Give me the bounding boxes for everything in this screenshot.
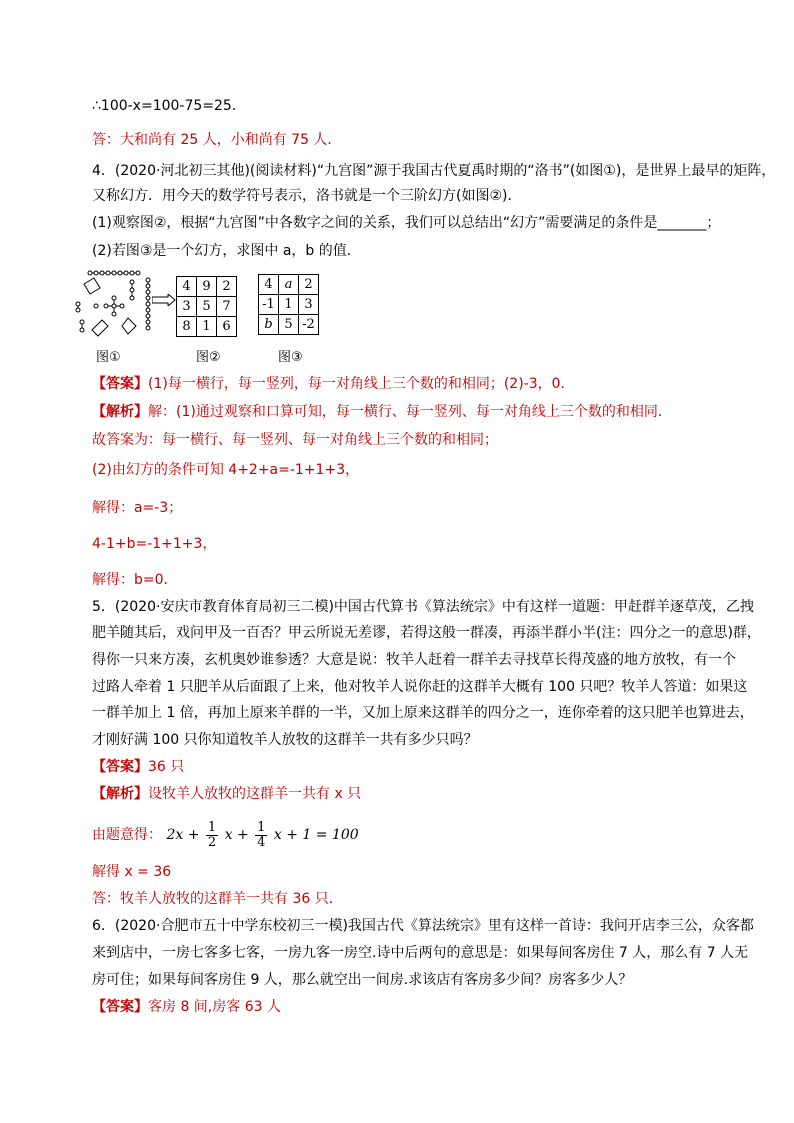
- q5-final: 答：牧羊人放牧的这群羊一共有 36 只．: [92, 891, 343, 907]
- q4-analysis: [92, 402, 672, 422]
- analysis-tag: 【解析】: [92, 786, 148, 802]
- cell: -1: [259, 295, 279, 315]
- cell: -2: [299, 315, 319, 335]
- equation-term: x +: [224, 827, 249, 843]
- q4-sol-2: (2)由幻方的条件可知 4+2+a=-1+1+3，: [92, 462, 360, 478]
- q4-sol-5: 解得：b=0．: [92, 572, 178, 588]
- answer-text: (1)每一横行，每一竖列，每一对角线上三个数的和相同；(2)-3，0．: [148, 376, 575, 392]
- equation-label: 由题意得：: [92, 827, 162, 843]
- cell: 8: [177, 317, 197, 337]
- cell: 6: [217, 317, 237, 337]
- figure-caption-2: 图②: [196, 350, 221, 365]
- q5-line-4: 过路人牵着 1 只肥羊从后面跟了上来，他对牧羊人说你赶的这群羊大概有 100 只吧？牧羊人答道：如果这: [92, 679, 748, 695]
- cell: 4: [259, 275, 279, 295]
- q5-equation: [92, 818, 359, 852]
- cell: a: [279, 275, 299, 295]
- luoshu-figure: [70, 268, 160, 348]
- q5-line-2: 肥羊随其后，戏问甲及一百否？甲云所说无差谬，若得这般一群凑，再添半群小半(注：四分之一的意思)群，: [92, 625, 761, 641]
- numerator: 1: [257, 819, 266, 835]
- answer-tag: 【答案】: [92, 999, 148, 1015]
- magic-square-2: [176, 276, 237, 337]
- q4-sol-4: 4-1+b=-1+1+3，: [92, 536, 217, 552]
- analysis-tag: 【解析】: [92, 404, 148, 420]
- derivation-line: ∴100-x=100-75=25．: [92, 98, 246, 114]
- answer-tag: 【答案】: [92, 759, 148, 775]
- arrow-icon: [152, 294, 176, 306]
- q5-line-1: 5．(2020·安庆市教育体育局初三二模)中国古代算书《算法统宗》中有这样一道题：甲赶群羊逐草茂，乙拽: [92, 599, 754, 615]
- equation-term: 2x +: [166, 827, 200, 843]
- cell: b: [259, 315, 279, 335]
- q5-line-3: 得你一只来方凑，玄机奥妙谁参透？大意是说：牧羊人赶着一群羊去寻找草长得茂盛的地方放牧，有一个: [92, 652, 736, 668]
- cell: 2: [299, 275, 319, 295]
- fraction-half: [206, 821, 218, 850]
- q5-analysis: [92, 784, 361, 804]
- q4-line-4: (2)若图③是一个幻方，求图中 a，b 的值．: [92, 243, 361, 259]
- q5-line-5: 一群羊加上 1 倍，再加上原来羊群的一半，又加上原来这群羊的四分之一，连你牵着的这只肥羊也算进去，: [92, 705, 754, 721]
- answer-tag: 【答案】: [92, 376, 148, 392]
- cell: 1: [279, 295, 299, 315]
- answer-text: 客房 8 间,房客 63 人: [148, 999, 281, 1015]
- cell: 9: [197, 277, 217, 297]
- q4-line-1: 4．(2020·河北初三其他)(阅读材料)“九宫图”源于我国古代夏禹时期的“洛书”(如图①)，是世界上最早的矩阵，: [92, 163, 776, 179]
- q5-solution: 解得 x = 36: [92, 864, 172, 880]
- q4-sol-1: 故答案为：每一横行、每一竖列、每一对角线上三个数的和相同；: [92, 432, 498, 448]
- denominator: 2: [207, 834, 217, 850]
- figure-caption-3: 图③: [278, 350, 303, 365]
- q6-line-3: 房可住；如果每间客房住 9 人，那么就空出一间房.求该店有客房多少间？房客多少人？: [92, 972, 633, 988]
- analysis-text: 设牧羊人放牧的这群羊一共有 x 只: [148, 786, 362, 802]
- cell: 3: [299, 295, 319, 315]
- answer-line: 答：大和尚有 25 人，小和尚有 75 人．: [92, 132, 342, 148]
- answer-text: 36 只: [148, 759, 185, 775]
- equation-term: x + 1 = 100: [273, 827, 359, 843]
- denominator: 4: [257, 834, 266, 850]
- cell: 2: [217, 277, 237, 297]
- cell: 5: [279, 315, 299, 335]
- q4-line-3: (1)观察图②，根据“九宫图”中各数字之间的关系，我们可以总结出“幻方”需要满足的条件是_______；: [92, 215, 721, 231]
- q6-answer: [92, 997, 281, 1017]
- cell: 5: [197, 297, 217, 317]
- q5-answer: [92, 757, 184, 777]
- magic-square-3: [258, 274, 319, 335]
- q4-sol-3: 解得：a=-3；: [92, 500, 183, 516]
- fraction-quarter: [255, 821, 267, 850]
- figure-caption-1: 图①: [96, 350, 121, 365]
- cell: 4: [177, 277, 197, 297]
- analysis-text: 解：(1)通过观察和口算可知，每一横行、每一竖列、每一对角线上三个数的和相同．: [148, 404, 672, 420]
- q6-line-1: 6．(2020·合肥市五十中学东校初三一模)我国古代《算法统宗》里有这样一首诗：我问开店李三公，众客都: [92, 918, 754, 934]
- q4-line-2: 又称幻方．用今天的数学符号表示，洛书就是一个三阶幻方(如图②)．: [92, 188, 522, 204]
- q5-line-6: 才刚好满 100 只你知道牧羊人放牧的这群羊一共有多少只吗？: [92, 732, 478, 748]
- cell: 3: [177, 297, 197, 317]
- cell: 1: [197, 317, 217, 337]
- q4-answer: [92, 374, 575, 394]
- numerator: 1: [207, 819, 217, 835]
- q6-line-2: 来到店中，一房七客多七客，一房九客一房空.诗中后两句的意思是：如果每间客房住 7 人，那么有 7 人无: [92, 945, 749, 961]
- cell: 7: [217, 297, 237, 317]
